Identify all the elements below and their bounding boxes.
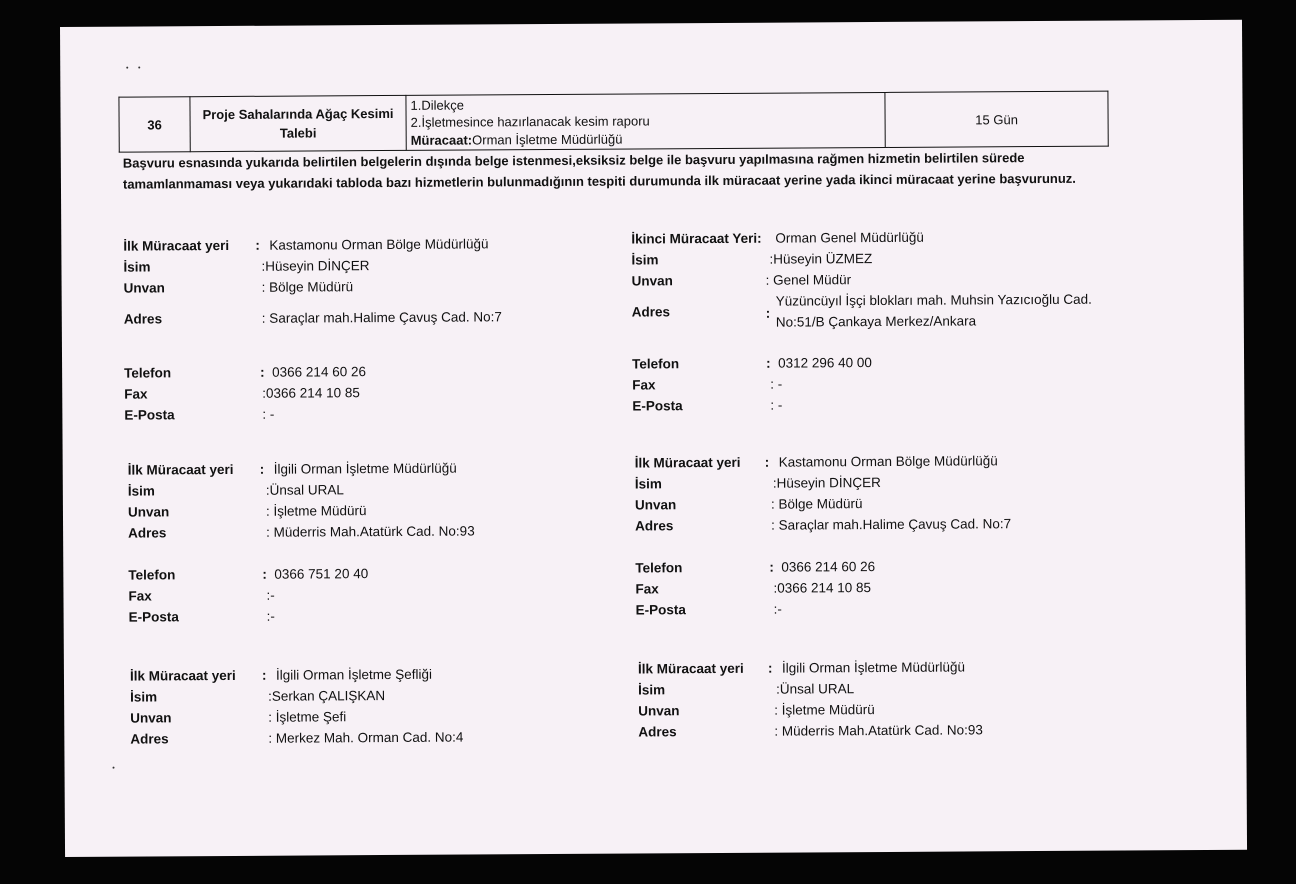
email: : - bbox=[262, 406, 275, 422]
label-telefon: Telefon bbox=[635, 560, 683, 576]
document-item: 2.İşletmesince hazırlanacak kesim raporu bbox=[410, 113, 650, 131]
label-unvan: Unvan bbox=[127, 504, 170, 520]
fax: :0366 214 10 85 bbox=[773, 580, 872, 596]
person-title: : Bölge Müdürü bbox=[261, 279, 354, 295]
person-title: : İşletme Müdürü bbox=[265, 503, 367, 519]
label-telefon: Telefon bbox=[124, 365, 172, 381]
colon: : bbox=[767, 660, 773, 676]
label-isim: İsim bbox=[130, 689, 158, 705]
label-eposta: E-Posta bbox=[124, 407, 175, 423]
label-eposta: E-Posta bbox=[632, 398, 683, 414]
label-adres: Adres bbox=[128, 525, 167, 541]
application-label: Müracaat: bbox=[410, 132, 473, 148]
label-telefon: Telefon bbox=[632, 356, 680, 372]
phone: 0366 751 20 40 bbox=[274, 566, 369, 582]
contact-block-third-left bbox=[128, 460, 629, 631]
label-ilk-muracaat: İlk Müracaat yeri bbox=[129, 667, 236, 684]
person-title: : İşletme Müdürü bbox=[774, 702, 875, 718]
application-value: Orman İşletme Müdürlüğü bbox=[472, 131, 623, 148]
office-name: İlgili Orman İşletme Şefliği bbox=[275, 666, 433, 683]
label-ilk-muracaat: İlk Müracaat yeri bbox=[123, 237, 230, 254]
notice-text: Başvuru esnasında yukarıda belirtilen belgelerin dışında belge istenmesi,eksiksiz belge ile başvuru yapılmasına rağmen hizmetin belirtilen sürede tamamlanmaması veya yukarıdaki tabloda bazı hizmetlerin bulunmadığının tespiti durumunda ilk müracaat yerine yada ikinci müracaat yerine başvurunuz. bbox=[122, 150, 1076, 192]
scan-speck bbox=[126, 67, 128, 69]
person-name: :Serkan ÇALIŞKAN bbox=[268, 688, 386, 704]
document-item: 1.Dilekçe bbox=[410, 97, 464, 113]
scan-speck bbox=[138, 67, 140, 69]
address: : Müderris Mah.Atatürk Cad. No:93 bbox=[266, 523, 475, 540]
colon: : bbox=[764, 454, 770, 470]
colon: : bbox=[262, 566, 267, 582]
person-name: :Hüseyin ÜZMEZ bbox=[769, 251, 873, 267]
person-title: : Bölge Müdürü bbox=[770, 496, 863, 512]
label-adres: Adres bbox=[635, 518, 674, 534]
contact-block-second-right bbox=[631, 228, 1132, 419]
phone: 0312 296 40 00 bbox=[778, 355, 872, 371]
label-fax: Fax bbox=[124, 386, 148, 402]
label-adres: Adres bbox=[631, 304, 671, 320]
address: : Merkez Mah. Orman Cad. No:4 bbox=[268, 729, 464, 746]
service-number: 36 bbox=[119, 97, 190, 152]
office-name: Kastamonu Orman Bölge Müdürlüğü bbox=[269, 236, 489, 253]
person-name: :Hüseyin DİNÇER bbox=[772, 474, 881, 491]
colon: : bbox=[769, 559, 774, 575]
label-unvan: Unvan bbox=[634, 497, 677, 513]
phone: 0366 214 60 26 bbox=[781, 559, 876, 575]
person-title: : İşletme Şefi bbox=[268, 709, 347, 725]
label-unvan: Unvan bbox=[631, 273, 673, 289]
label-fax: Fax bbox=[632, 377, 656, 393]
address-line-2: No:51/B Çankaya Merkez/Ankara bbox=[775, 313, 977, 330]
label-ilk-muracaat: İlk Müracaat yeri bbox=[127, 461, 234, 478]
label-eposta: E-Posta bbox=[128, 609, 179, 625]
label-fax: Fax bbox=[635, 581, 659, 597]
label-isim: İsim bbox=[631, 252, 659, 268]
table-row bbox=[119, 91, 1108, 152]
label-unvan: Unvan bbox=[638, 703, 680, 719]
colon: : bbox=[259, 461, 265, 477]
contact-block-fifth-left bbox=[130, 666, 631, 753]
address: : Saraçlar mah.Halime Çavuş Cad. No:7 bbox=[771, 516, 1012, 533]
email: :- bbox=[266, 608, 275, 624]
service-name: Proje Sahalarında Ağaç Kesimi Talebi bbox=[190, 95, 406, 151]
email: : - bbox=[770, 397, 783, 413]
service-table bbox=[118, 91, 1108, 153]
email: :- bbox=[773, 601, 782, 617]
label-adres: Adres bbox=[123, 311, 163, 327]
label-isim: İsim bbox=[638, 682, 666, 698]
label-isim: İsim bbox=[127, 483, 155, 499]
colon: : bbox=[255, 237, 260, 253]
office-name: Orman Genel Müdürlüğü bbox=[775, 229, 924, 246]
contact-block-first-left bbox=[123, 236, 624, 429]
colon: : bbox=[260, 364, 265, 380]
contact-block-fourth-right bbox=[635, 452, 1136, 623]
label-isim: İsim bbox=[634, 476, 662, 492]
service-duration: 15 Gün bbox=[885, 91, 1108, 147]
label-telefon: Telefon bbox=[128, 567, 176, 583]
office-name: İlgili Orman İşletme Müdürlüğü bbox=[781, 659, 966, 676]
office-name: İlgili Orman İşletme Müdürlüğü bbox=[273, 460, 457, 477]
application-office bbox=[411, 129, 881, 149]
scan-speck bbox=[113, 767, 115, 769]
fax: :- bbox=[266, 587, 275, 603]
phone: 0366 214 60 26 bbox=[272, 364, 367, 380]
fax: : - bbox=[770, 376, 783, 392]
label-adres: Adres bbox=[638, 724, 677, 740]
person-name: :Ünsal URAL bbox=[265, 482, 344, 498]
contact-block-sixth-right bbox=[638, 658, 1139, 745]
address: : Saraçlar mah.Halime Çavuş Cad. No:7 bbox=[261, 309, 502, 326]
label-fax: Fax bbox=[128, 588, 152, 604]
document-page bbox=[60, 20, 1247, 857]
required-documents bbox=[406, 92, 885, 150]
colon: : bbox=[765, 305, 771, 321]
person-title: : Genel Müdür bbox=[765, 272, 852, 288]
label-ilk-muracaat: İlk Müracaat yeri bbox=[637, 660, 744, 677]
person-name: :Hüseyin DİNÇER bbox=[261, 258, 370, 274]
label-unvan: Unvan bbox=[130, 710, 172, 726]
label-unvan: Unvan bbox=[123, 280, 165, 296]
address-line-1: Yüzüncüyıl İşçi blokları mah. Muhsin Yazıcıoğlu Cad. bbox=[775, 291, 1092, 309]
label-adres: Adres bbox=[130, 731, 169, 747]
address: : Müderris Mah.Atatürk Cad. No:93 bbox=[774, 722, 983, 739]
label-isim: İsim bbox=[123, 259, 151, 275]
person-name: :Ünsal URAL bbox=[776, 681, 855, 697]
fax: :0366 214 10 85 bbox=[262, 385, 360, 401]
label-ikinci-muracaat: İkinci Müracaat Yeri: bbox=[631, 230, 762, 247]
label-ilk-muracaat: İlk Müracaat yeri bbox=[634, 454, 741, 471]
label-eposta: E-Posta bbox=[635, 602, 686, 618]
colon: : bbox=[766, 355, 771, 371]
office-name: Kastamonu Orman Bölge Müdürlüğü bbox=[778, 453, 998, 470]
colon: : bbox=[261, 667, 267, 683]
